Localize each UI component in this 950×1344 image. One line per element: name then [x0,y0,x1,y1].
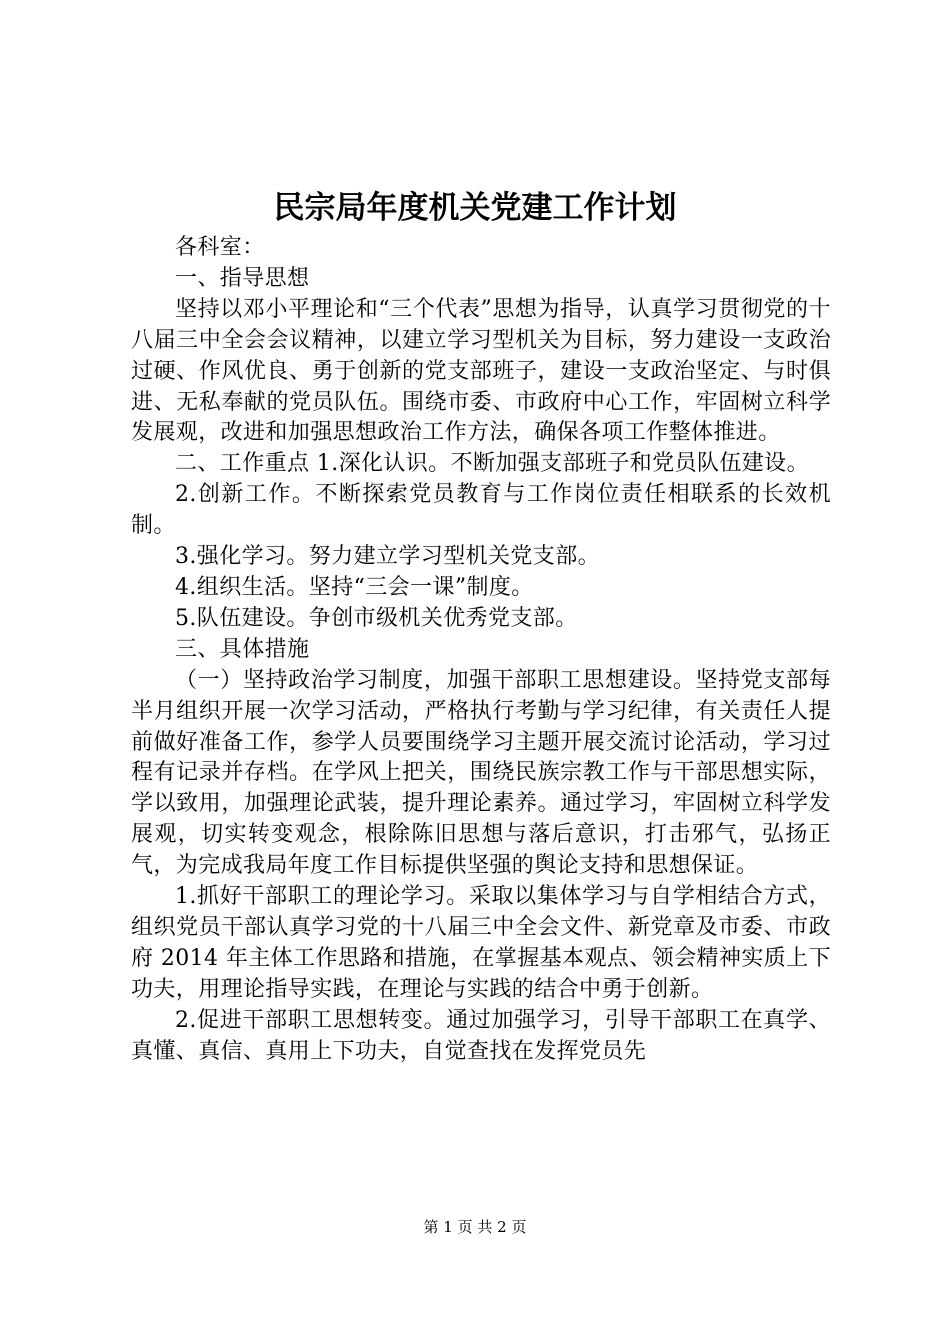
paragraph-measure-1: （一）坚持政治学习制度，加强干部职工思想建设。坚持党支部每半月组织开展一次学习活动，严格执行考勤与学习纪律，有关责任人提前做好准备工作，参学人员要围绕学习主题开展交流讨论活动，学习过程有记录并存档。在学风上把关，围绕民族宗教工作与干部思想实际，学以致用，加强理论武装，提升理论素养。通过学习，牢固树立科学发展观，切实转变观念，根除陈旧思想与落后意识，打击邪气，弘扬正气，为完成我局年度工作目标提供坚强的舆论支持和思想保证。 [131,667,831,879]
list-item-team-building: 5.队伍建设。争创市级机关优秀党支部。 [175,605,578,631]
list-item-organization: 4.组织生活。坚持“三会一课”制度。 [175,574,534,600]
document-body [131,233,831,1067]
salutation: 各科室： [175,235,265,260]
document-title: 民宗局年度机关党建工作计划 [273,190,677,226]
section-heading-work-focus: 二、工作重点 1.深化认识。不断加强支部班子和党员队伍建设。 [175,451,809,477]
list-item-study: 3.强化学习。努力建立学习型机关党支部。 [175,544,600,570]
section-heading-guiding-thought: 一、指导思想 [175,265,310,291]
paragraph-theory-study: 1.抓好干部职工的理论学习。采取以集体学习与自学相结合方式，组织党员干部认真学习党的十八届三中全会文件、新党章及市委、市政府 2014 年主体工作思路和措施，在掌握基本观点、领会精神实质上下功夫，用理论指导实践，在理论与实践的结合中勇于创新。 [131,884,831,1002]
paragraph-guiding-thought: 坚持以邓小平理论和“三个代表”思想为指导，认真学习贯彻党的十八届三中全会会议精神，以建立学习型机关为目标，努力建设一支政治过硬、作风优良、勇于创新的党支部班子，建设一支政治坚定、与时俱进、无私奉献的党员队伍。围绕市委、市政府中心工作，牢固树立科学发展观，改进和加强思想政治工作方法，确保各项工作整体推进。 [131,296,831,446]
section-heading-measures: 三、具体措施 [175,636,310,662]
page-footer: 第 1 页 共 2 页 [423,1218,527,1236]
paragraph-thought-change: 2.促进干部职工思想转变。通过加强学习，引导干部职工在真学、真懂、真信、真用上下功夫，自觉查找在发挥党员先 [131,1007,831,1064]
list-item-innovation: 2.创新工作。不断探索党员教育与工作岗位责任相联系的长效机制。 [131,482,831,539]
